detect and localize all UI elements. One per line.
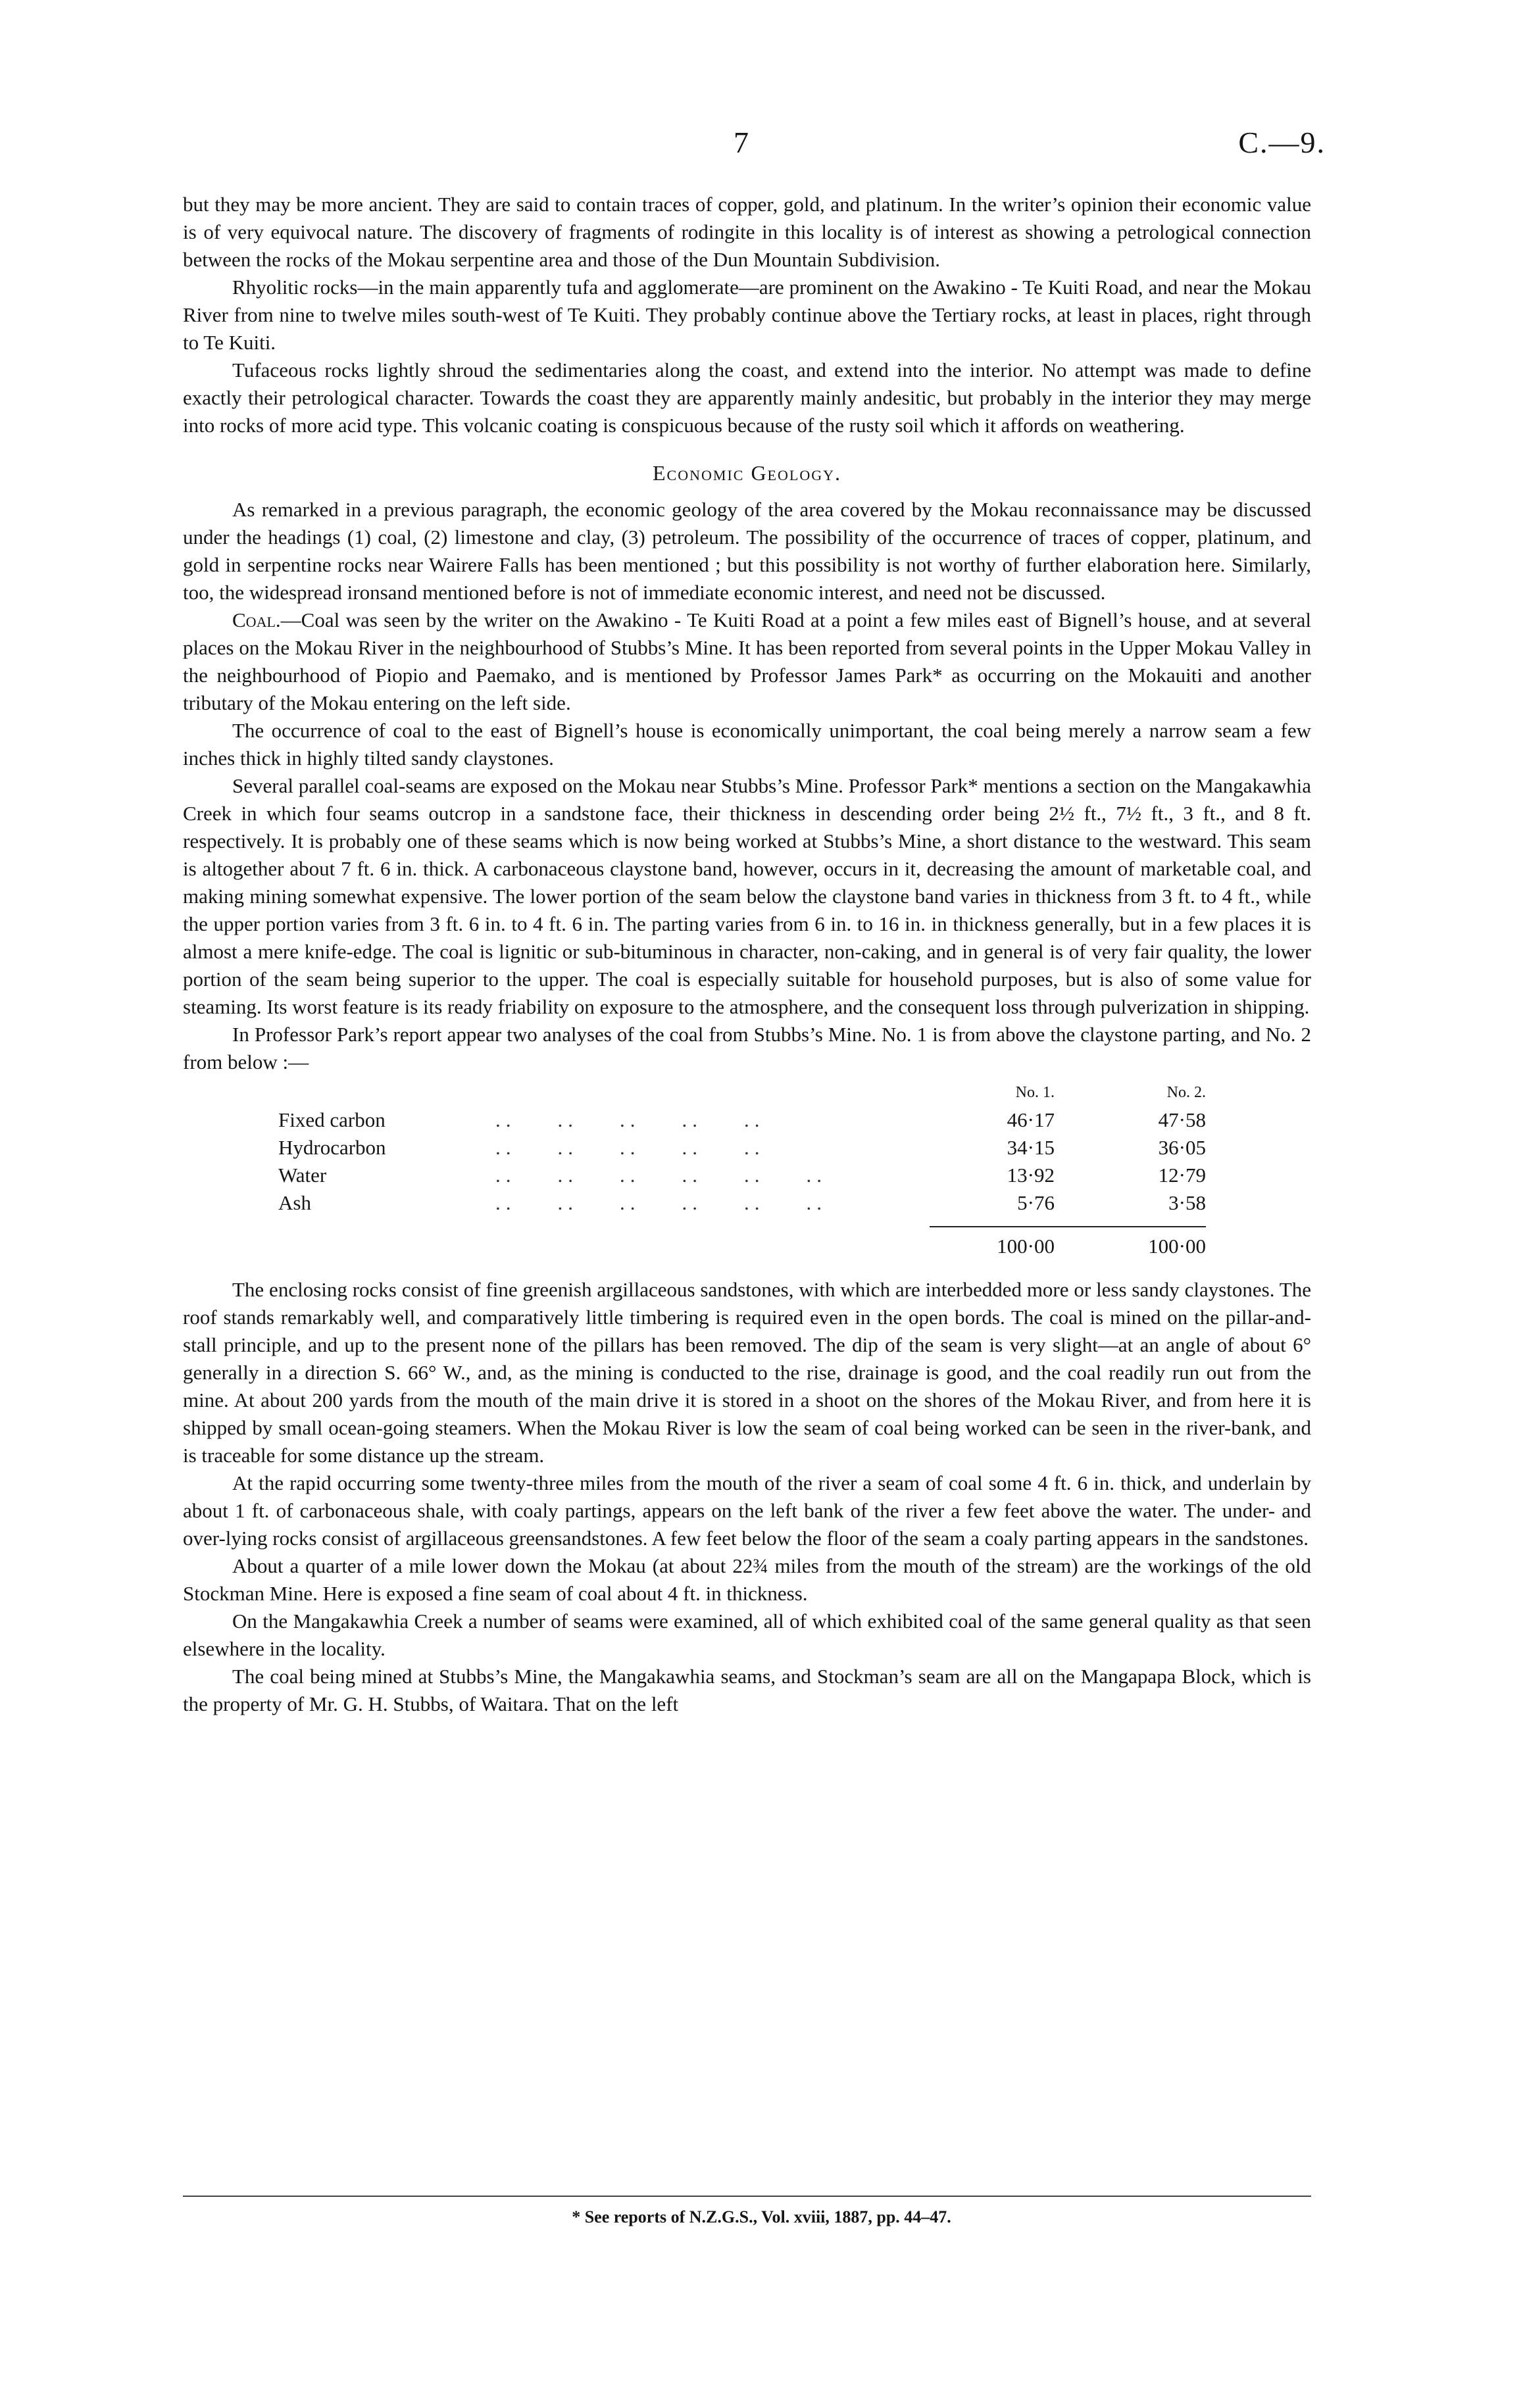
row-label: Water xyxy=(278,1164,327,1187)
value-no1: 34·15 xyxy=(1007,1136,1055,1159)
paragraph: but they may be more ancient. They are said to contain traces of copper, gold, and platinum. In the writer’s opinion their economic value is of very equivocal nature. The discovery of fragments of rodingite in this locality is of interest as showing a petrological connection between the rocks of the Mokau serpentine area and those of the Dun Mountain Subdivision. xyxy=(183,193,1311,271)
table-total-row xyxy=(278,1227,1206,1260)
document-code: C.—9. xyxy=(1238,126,1326,159)
column-header: No. 1. xyxy=(1015,1084,1055,1101)
paragraph-coal xyxy=(183,606,1311,717)
table-row xyxy=(278,1162,1206,1189)
dot-leader: .. .. .. .. .. .. xyxy=(495,1191,827,1214)
dot-leader: .. .. .. .. .. xyxy=(495,1136,765,1159)
table-row xyxy=(278,1134,1206,1162)
value-no1: 46·17 xyxy=(1007,1108,1055,1131)
table-row xyxy=(278,1106,1206,1134)
value-no1: 13·92 xyxy=(1007,1164,1055,1187)
paragraph: Several parallel coal-seams are exposed on the Mokau near Stubbs’s Mine. Professor Park* mentions a section on the Mangakawhia Creek in which four seams outcrop in a sandstone face, their thickness in descending order being 2½ ft., 7½ ft., 3 ft., and 8 ft. respectively. It is probably one of these seams which is now being worked at Stubbs’s Mine, a short distance to the westward. This seam is altogether about 7 ft. 6 in. thick. A carbonaceous claystone band, however, occurs in it, decreasing the amount of marketable coal, and making mining somewhat expensive. The lower portion of the seam below the claystone band varies in thickness from 3 ft. to 4 ft., while the upper portion varies from 3 ft. 6 in. to 4 ft. 6 in. The parting varies from 6 in. to 16 in. in thickness generally, but in a few places it is almost a mere knife-edge. The coal is lignitic or sub-bituminous in character, non-caking, and in general is of very fair quality, the lower portion of the seam being superior to the upper. The coal is especially suitable for household purposes, but is also of some value for steaming. Its worst feature is its ready friability on exposure to the atmosphere, and the consequent loss through pulverization in shipping. xyxy=(183,774,1311,1018)
paragraph: Tufaceous rocks lightly shroud the sedimentaries along the coast, and extend into the interior. No attempt was made to define exactly their petrological character. Towards the coast they are apparently mainly andesitic, but probably in the interior they may merge into rocks of more acid type. This volcanic coating is conspicuous because of the rusty soil which it affords on weathering. xyxy=(183,358,1311,437)
table-row xyxy=(278,1189,1206,1217)
paragraph: The enclosing rocks consist of fine greenish argillaceous sandstones, with which are interbedded more or less sandy claystones. The roof stands remarkably well, and comparatively little timbering is required even in the open bords. The coal is mined on the pillar-and-stall principle, and up to the present none of the pillars has been removed. The dip of the seam is very slight—at an angle of about 6° generally in a direction S. 66° W., and, as the mining is conducted to the rise, drainage is good, and the coal readily run out from the mine. At about 200 yards from the mouth of the main drive it is stored in a shoot on the shores of the Mokau River, and from here it is shipped by small ocean-going steamers. When the Mokau River is low the seam of coal being worked can be seen in the river-bank, and is traceable for some distance up the stream. xyxy=(183,1278,1311,1467)
paragraph: About a quarter of a mile lower down the Mokau (at about 22¾ miles from the mouth of the stream) are the workings of the old Stockman Mine. Here is exposed a fine seam of coal about 4 ft. in thickness. xyxy=(183,1554,1311,1605)
coal-analysis-table xyxy=(278,1079,1206,1260)
value-no2: 36·05 xyxy=(1158,1136,1206,1159)
body-text xyxy=(183,191,1311,1718)
table-header-row xyxy=(278,1079,1206,1106)
paragraph: The coal being mined at Stubbs’s Mine, the Mangakawhia seams, and Stockman’s seam are all on the Mangapapa Block, which is the property of Mr. G. H. Stubbs, of Waitara. That on the left xyxy=(183,1665,1311,1715)
coal-paragraph-text: —Coal was seen by the writer on the Awakino - Te Kuiti Road at a point a few miles east of Bignell’s house, and at several places on the Mokau River in the neighbourhood of Stubbs’s Mine. It has been reported from several points in the Upper Mokau Valley in the neighbourhood of Piopio and Paemako, and is mentioned by Professor James Park* as occurring on the Mokauiti and another tributary of the Mokau entering on the left side. xyxy=(183,608,1311,714)
dot-leader: .. .. .. .. .. .. xyxy=(495,1164,827,1187)
value-no1: 5·76 xyxy=(1017,1191,1055,1214)
row-label: Hydrocarbon xyxy=(278,1136,386,1159)
paragraph: In Professor Park’s report appear two analyses of the coal from Stubbs’s Mine. No. 1 is from above the claystone parting, and No. 2 from below :— xyxy=(183,1023,1311,1073)
page-number: 7 xyxy=(734,126,749,159)
paragraph: On the Mangakawhia Creek a number of seams were examined, all of which exhibited coal of the same general quality as that seen elsewhere in the locality. xyxy=(183,1609,1311,1660)
total-no2: 100·00 xyxy=(1148,1235,1206,1258)
row-label: Fixed carbon xyxy=(278,1108,386,1131)
sum-rule xyxy=(930,1217,1055,1227)
paragraph: At the rapid occurring some twenty-three miles from the mouth of the river a seam of coal some 4 ft. 6 in. thick, and underlain by about 1 ft. of carbonaceous shale, with coaly partings, appears on the left bank of the river a few feet above the water. The under- and over-lying rocks consist of argillaceous greensandstones. A few feet below the floor of the seam a coaly parting appears in the sandstones. xyxy=(183,1471,1311,1550)
section-heading: Economic Geology. xyxy=(653,461,841,485)
row-label: Ash xyxy=(278,1191,311,1214)
footnote-divider xyxy=(183,2196,1311,2197)
value-no2: 12·79 xyxy=(1158,1164,1206,1187)
column-header: No. 2. xyxy=(1166,1084,1206,1101)
sum-rule xyxy=(1055,1217,1206,1227)
paragraph: Rhyolitic rocks—in the main apparently tufa and agglomerate—are prominent on the Awakino - Te Kuiti Road, and near the Mokau River from nine to twelve miles south-west of Te Kuiti. They probably continue above the Tertiary rocks, at least in places, right through to Te Kuiti. xyxy=(183,276,1311,354)
footnote: * See reports of N.Z.G.S., Vol. xviii, 1887, pp. 44–47. xyxy=(572,2207,951,2226)
table-rule xyxy=(278,1217,1206,1227)
dot-leader: .. .. .. .. .. xyxy=(495,1108,765,1131)
paragraph: As remarked in a previous paragraph, the economic geology of the area covered by the Mokau reconnaissance may be discussed under the headings (1) coal, (2) limestone and clay, (3) petroleum. The possibility of the occurrence of traces of copper, platinum, and gold in serpentine rocks near Wairere Falls has been mentioned ; but this possibility is not worthy of further elaboration here. Similarly, too, the widespread ironsand mentioned before is not of immediate economic interest, and need not be discussed. xyxy=(183,498,1311,604)
page-header xyxy=(0,125,1523,171)
total-no1: 100·00 xyxy=(997,1235,1055,1258)
paragraph: The occurrence of coal to the east of Bignell’s house is economically unimportant, the coal being merely a narrow seam a few inches thick in highly tilted sandy claystones. xyxy=(183,719,1311,770)
coal-run-in-heading: Coal. xyxy=(232,608,281,631)
value-no2: 3·58 xyxy=(1168,1191,1206,1214)
value-no2: 47·58 xyxy=(1158,1108,1206,1131)
